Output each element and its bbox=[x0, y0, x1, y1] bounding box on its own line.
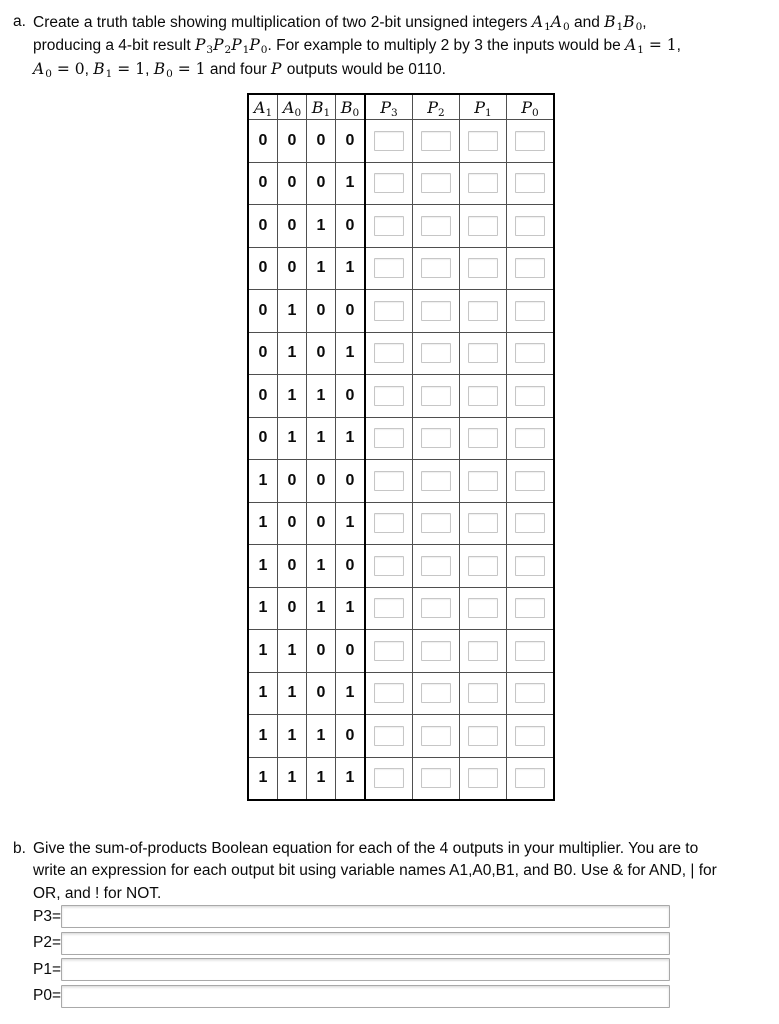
input-bit-cell: 0 bbox=[307, 460, 336, 503]
input-bit-cell: 1 bbox=[278, 417, 307, 460]
p3-row10-input[interactable] bbox=[374, 556, 404, 576]
output-cell bbox=[507, 630, 555, 673]
input-bit-cell: 0 bbox=[278, 205, 307, 248]
p0-row3-input[interactable] bbox=[515, 258, 545, 278]
p3-row4-input[interactable] bbox=[374, 301, 404, 321]
math-expression: $A_1 = 1$ bbox=[625, 36, 677, 57]
p0-row1-input[interactable] bbox=[515, 173, 545, 193]
p1-row5-input[interactable] bbox=[468, 343, 498, 363]
p0-row11-input[interactable] bbox=[515, 598, 545, 618]
p0-row6-input[interactable] bbox=[515, 386, 545, 406]
input-bit-cell: 1 bbox=[248, 630, 278, 673]
text-line bbox=[33, 34, 779, 57]
text-run: , bbox=[84, 60, 94, 78]
p0-row7-input[interactable] bbox=[515, 428, 545, 448]
p1-row6-input[interactable] bbox=[468, 386, 498, 406]
output-cell bbox=[460, 290, 507, 333]
table-row bbox=[248, 417, 554, 460]
output-cell bbox=[413, 672, 460, 715]
input-bit-cell: 1 bbox=[336, 672, 366, 715]
input-bit-cell: 0 bbox=[336, 205, 366, 248]
output-cell bbox=[460, 247, 507, 290]
p0-row14-input[interactable] bbox=[515, 726, 545, 746]
output-cell bbox=[365, 120, 413, 163]
p3-row15-input[interactable] bbox=[374, 768, 404, 788]
table-row bbox=[248, 715, 554, 758]
table-row bbox=[248, 332, 554, 375]
input-bit-cell: 0 bbox=[248, 247, 278, 290]
p0-equation-input[interactable] bbox=[61, 985, 670, 1008]
input-bit-cell: 0 bbox=[278, 247, 307, 290]
column-header-b1: $B_1$ bbox=[307, 94, 336, 120]
column-header-p2: $P_2$ bbox=[413, 94, 460, 120]
truth-table bbox=[247, 93, 555, 801]
p0-row2-input[interactable] bbox=[515, 216, 545, 236]
text-run: Create a truth table showing multiplication of two 2-bit unsigned integers bbox=[33, 14, 532, 31]
output-cell bbox=[365, 757, 413, 800]
table-row bbox=[248, 502, 554, 545]
question-b-lines bbox=[33, 838, 779, 905]
p1-equation-label: P1= bbox=[33, 960, 62, 978]
p3-row6-input[interactable] bbox=[374, 386, 404, 406]
text-run: , bbox=[145, 60, 154, 78]
table-row bbox=[248, 757, 554, 800]
input-bit-cell: 1 bbox=[336, 417, 366, 460]
input-bit-cell: 0 bbox=[307, 630, 336, 673]
output-cell bbox=[507, 247, 555, 290]
p2-row14-input[interactable] bbox=[421, 726, 451, 746]
output-cell bbox=[507, 715, 555, 758]
p1-row0-input[interactable] bbox=[468, 131, 498, 151]
equation-row bbox=[33, 932, 670, 955]
input-bit-cell: 1 bbox=[307, 205, 336, 248]
input-bit-cell: 1 bbox=[336, 757, 366, 800]
text-run: outputs would be 0110. bbox=[282, 60, 446, 78]
input-bit-cell: 0 bbox=[336, 545, 366, 588]
p2-row8-input[interactable] bbox=[421, 471, 451, 491]
input-bit-cell: 1 bbox=[248, 672, 278, 715]
output-cell bbox=[507, 502, 555, 545]
input-bit-cell: 0 bbox=[278, 502, 307, 545]
output-cell bbox=[460, 332, 507, 375]
output-cell bbox=[460, 672, 507, 715]
p1-row15-input[interactable] bbox=[468, 768, 498, 788]
math-expression: $B_1 = 1$ bbox=[93, 59, 146, 80]
output-cell bbox=[460, 375, 507, 418]
output-cell bbox=[365, 290, 413, 333]
p0-row0-input[interactable] bbox=[515, 131, 545, 151]
math-expression: $P_3P_2P_1P_0$ bbox=[194, 36, 268, 57]
question-b-label: b. bbox=[13, 840, 26, 857]
text-line bbox=[33, 11, 779, 34]
input-bit-cell: 1 bbox=[336, 502, 366, 545]
output-cell bbox=[365, 672, 413, 715]
input-bit-cell: 1 bbox=[307, 715, 336, 758]
output-cell bbox=[507, 120, 555, 163]
p3-row5-input[interactable] bbox=[374, 343, 404, 363]
input-bit-cell: 1 bbox=[278, 290, 307, 333]
input-bit-cell: 1 bbox=[307, 375, 336, 418]
input-bit-cell: 1 bbox=[307, 757, 336, 800]
truth-table-header-row bbox=[248, 94, 554, 120]
equation-row bbox=[33, 958, 670, 981]
input-bit-cell: 1 bbox=[278, 757, 307, 800]
output-cell bbox=[365, 332, 413, 375]
table-row bbox=[248, 587, 554, 630]
text-run: producing a 4-bit result bbox=[33, 37, 195, 55]
p1-row9-input[interactable] bbox=[468, 513, 498, 533]
p2-row7-input[interactable] bbox=[421, 428, 451, 448]
input-bit-cell: 1 bbox=[307, 247, 336, 290]
math-expression: $B_1B_0$ bbox=[604, 13, 643, 33]
p2-row12-input[interactable] bbox=[421, 641, 451, 661]
input-bit-cell: 1 bbox=[248, 460, 278, 503]
output-cell bbox=[365, 162, 413, 205]
output-cell bbox=[507, 460, 555, 503]
column-header-p3: $P_3$ bbox=[365, 94, 413, 120]
text-line bbox=[33, 883, 779, 905]
input-bit-cell: 1 bbox=[336, 162, 366, 205]
p1-row2-input[interactable] bbox=[468, 216, 498, 236]
truth-table-header bbox=[248, 94, 554, 120]
p1-row3-input[interactable] bbox=[468, 258, 498, 278]
input-bit-cell: 1 bbox=[278, 715, 307, 758]
p0-row12-input[interactable] bbox=[515, 641, 545, 661]
p3-row11-input[interactable] bbox=[374, 598, 404, 618]
p1-row13-input[interactable] bbox=[468, 683, 498, 703]
input-bit-cell: 1 bbox=[278, 375, 307, 418]
p2-row3-input[interactable] bbox=[421, 258, 451, 278]
p2-row1-input[interactable] bbox=[421, 173, 451, 193]
text-run: write an expression for each output bit using variable names A1,A0,B1, and B0. Use & for AND, | for bbox=[33, 862, 717, 880]
p2-row11-input[interactable] bbox=[421, 598, 451, 618]
text-line bbox=[33, 860, 779, 882]
output-cell bbox=[365, 247, 413, 290]
p3-row2-input[interactable] bbox=[374, 216, 404, 236]
equation-row bbox=[33, 905, 670, 928]
text-run: and bbox=[569, 14, 605, 31]
output-cell bbox=[460, 120, 507, 163]
p3-equation-label: P3= bbox=[33, 907, 62, 925]
output-cell bbox=[460, 205, 507, 248]
p2-row5-input[interactable] bbox=[421, 343, 451, 363]
output-cell bbox=[507, 417, 555, 460]
text-run: , bbox=[642, 14, 647, 31]
p2-row0-input[interactable] bbox=[421, 131, 451, 151]
input-bit-cell: 1 bbox=[307, 545, 336, 588]
output-cell bbox=[460, 502, 507, 545]
output-cell bbox=[507, 375, 555, 418]
output-cell bbox=[413, 247, 460, 290]
p0-row8-input[interactable] bbox=[515, 471, 545, 491]
input-bit-cell: 0 bbox=[278, 460, 307, 503]
output-cell bbox=[413, 502, 460, 545]
output-cell bbox=[413, 757, 460, 800]
equation-row bbox=[33, 985, 670, 1008]
table-row bbox=[248, 290, 554, 333]
output-cell bbox=[507, 672, 555, 715]
table-row bbox=[248, 247, 554, 290]
output-cell bbox=[460, 587, 507, 630]
input-bit-cell: 1 bbox=[307, 417, 336, 460]
input-bit-cell: 1 bbox=[248, 502, 278, 545]
p2-row10-input[interactable] bbox=[421, 556, 451, 576]
input-bit-cell: 1 bbox=[248, 587, 278, 630]
input-bit-cell: 0 bbox=[336, 120, 366, 163]
question-a-lines bbox=[33, 11, 779, 81]
output-cell bbox=[413, 375, 460, 418]
input-bit-cell: 0 bbox=[248, 375, 278, 418]
output-cell bbox=[507, 162, 555, 205]
output-cell bbox=[413, 417, 460, 460]
input-bit-cell: 0 bbox=[336, 460, 366, 503]
p3-row14-input[interactable] bbox=[374, 726, 404, 746]
math-expression: $A_0 = 0$ bbox=[33, 59, 85, 80]
input-bit-cell: 1 bbox=[248, 757, 278, 800]
output-cell bbox=[413, 545, 460, 588]
math-expression: $B_0 = 1$ bbox=[153, 59, 206, 80]
input-bit-cell: 1 bbox=[248, 545, 278, 588]
p1-row10-input[interactable] bbox=[468, 556, 498, 576]
p0-row15-input[interactable] bbox=[515, 768, 545, 788]
p2-row4-input[interactable] bbox=[421, 301, 451, 321]
output-cell bbox=[413, 715, 460, 758]
p3-row13-input[interactable] bbox=[374, 683, 404, 703]
output-cell bbox=[365, 630, 413, 673]
p3-equation-input[interactable] bbox=[61, 905, 670, 928]
input-bit-cell: 1 bbox=[336, 247, 366, 290]
table-row bbox=[248, 120, 554, 163]
text-line bbox=[33, 58, 779, 81]
p2-row9-input[interactable] bbox=[421, 513, 451, 533]
question-a-label: a. bbox=[13, 13, 26, 30]
output-cell bbox=[460, 545, 507, 588]
p0-row10-input[interactable] bbox=[515, 556, 545, 576]
input-bit-cell: 0 bbox=[336, 290, 366, 333]
table-row bbox=[248, 162, 554, 205]
output-cell bbox=[365, 587, 413, 630]
p1-row11-input[interactable] bbox=[468, 598, 498, 618]
input-bit-cell: 0 bbox=[336, 630, 366, 673]
equation-input-list bbox=[33, 905, 670, 1011]
text-run: , bbox=[676, 37, 681, 55]
text-run: OR, and ! for NOT. bbox=[33, 884, 162, 902]
output-cell bbox=[507, 290, 555, 333]
output-cell bbox=[365, 375, 413, 418]
output-cell bbox=[413, 460, 460, 503]
input-bit-cell: 0 bbox=[248, 162, 278, 205]
table-row bbox=[248, 375, 554, 418]
p2-row13-input[interactable] bbox=[421, 683, 451, 703]
p1-row7-input[interactable] bbox=[468, 428, 498, 448]
input-bit-cell: 0 bbox=[307, 502, 336, 545]
input-bit-cell: 0 bbox=[307, 672, 336, 715]
p3-row8-input[interactable] bbox=[374, 471, 404, 491]
output-cell bbox=[460, 162, 507, 205]
p3-row9-input[interactable] bbox=[374, 513, 404, 533]
input-bit-cell: 1 bbox=[307, 587, 336, 630]
output-cell bbox=[413, 120, 460, 163]
p2-equation-label: P2= bbox=[33, 934, 62, 951]
p3-row1-input[interactable] bbox=[374, 173, 404, 193]
p0-equation-label: P0= bbox=[33, 987, 62, 1004]
p0-row4-input[interactable] bbox=[515, 301, 545, 321]
output-cell bbox=[365, 205, 413, 248]
text-run: and four bbox=[205, 60, 272, 78]
input-bit-cell: 0 bbox=[248, 417, 278, 460]
input-bit-cell: 0 bbox=[278, 162, 307, 205]
table-row bbox=[248, 205, 554, 248]
output-cell bbox=[460, 715, 507, 758]
input-bit-cell: 0 bbox=[248, 205, 278, 248]
input-bit-cell: 0 bbox=[248, 120, 278, 163]
question-a-text bbox=[13, 11, 779, 81]
p2-row15-input[interactable] bbox=[421, 768, 451, 788]
p1-row4-input[interactable] bbox=[468, 301, 498, 321]
input-bit-cell: 0 bbox=[278, 545, 307, 588]
p0-row5-input[interactable] bbox=[515, 343, 545, 363]
output-cell bbox=[365, 460, 413, 503]
table-row bbox=[248, 460, 554, 503]
p1-row1-input[interactable] bbox=[468, 173, 498, 193]
input-bit-cell: 0 bbox=[336, 715, 366, 758]
text-line bbox=[33, 838, 779, 860]
p1-equation-input[interactable] bbox=[61, 958, 670, 981]
input-bit-cell: 0 bbox=[307, 162, 336, 205]
output-cell bbox=[413, 290, 460, 333]
output-cell bbox=[507, 332, 555, 375]
output-cell bbox=[413, 332, 460, 375]
output-cell bbox=[365, 545, 413, 588]
p1-row12-input[interactable] bbox=[468, 641, 498, 661]
output-cell bbox=[507, 587, 555, 630]
output-cell bbox=[413, 587, 460, 630]
text-run: Give the sum-of-products Boolean equation for each of the 4 outputs in your multiplier. You are to bbox=[33, 840, 699, 857]
input-bit-cell: 0 bbox=[248, 290, 278, 333]
column-header-p1: $P_1$ bbox=[460, 94, 507, 120]
input-bit-cell: 0 bbox=[307, 290, 336, 333]
table-row bbox=[248, 630, 554, 673]
input-bit-cell: 1 bbox=[278, 630, 307, 673]
p3-row3-input[interactable] bbox=[374, 258, 404, 278]
p1-row8-input[interactable] bbox=[468, 471, 498, 491]
table-row bbox=[248, 672, 554, 715]
input-bit-cell: 0 bbox=[307, 120, 336, 163]
math-expression: P bbox=[271, 59, 282, 78]
column-header-p0: $P_0$ bbox=[507, 94, 555, 120]
math-expression: $A_1A_0$ bbox=[531, 13, 570, 33]
p1-row14-input[interactable] bbox=[468, 726, 498, 746]
p2-equation-input[interactable] bbox=[61, 932, 670, 955]
output-cell bbox=[413, 205, 460, 248]
input-bit-cell: 0 bbox=[336, 375, 366, 418]
p3-row0-input[interactable] bbox=[374, 131, 404, 151]
input-bit-cell: 0 bbox=[307, 332, 336, 375]
input-bit-cell: 0 bbox=[278, 120, 307, 163]
output-cell bbox=[507, 757, 555, 800]
p3-row12-input[interactable] bbox=[374, 641, 404, 661]
output-cell bbox=[460, 757, 507, 800]
input-bit-cell: 1 bbox=[336, 587, 366, 630]
input-bit-cell: 0 bbox=[248, 332, 278, 375]
output-cell bbox=[365, 715, 413, 758]
p0-row13-input[interactable] bbox=[515, 683, 545, 703]
p2-row6-input[interactable] bbox=[421, 386, 451, 406]
table-row bbox=[248, 545, 554, 588]
text-run: . For example to multiply 2 by 3 the inputs would be bbox=[267, 37, 626, 55]
question-b-text bbox=[13, 838, 779, 905]
output-cell bbox=[365, 417, 413, 460]
output-cell bbox=[413, 162, 460, 205]
input-bit-cell: 1 bbox=[278, 672, 307, 715]
column-header-a1: $A_1$ bbox=[248, 94, 278, 120]
output-cell bbox=[460, 630, 507, 673]
output-cell bbox=[460, 460, 507, 503]
truth-table-body bbox=[248, 120, 554, 801]
p0-row9-input[interactable] bbox=[515, 513, 545, 533]
input-bit-cell: 1 bbox=[278, 332, 307, 375]
column-header-a0: $A_0$ bbox=[278, 94, 307, 120]
input-bit-cell: 1 bbox=[336, 332, 366, 375]
output-cell bbox=[507, 545, 555, 588]
input-bit-cell: 0 bbox=[278, 587, 307, 630]
output-cell bbox=[460, 417, 507, 460]
output-cell bbox=[365, 502, 413, 545]
output-cell bbox=[413, 630, 460, 673]
p3-row7-input[interactable] bbox=[374, 428, 404, 448]
p2-row2-input[interactable] bbox=[421, 216, 451, 236]
output-cell bbox=[507, 205, 555, 248]
column-header-b0: $B_0$ bbox=[336, 94, 366, 120]
input-bit-cell: 1 bbox=[248, 715, 278, 758]
